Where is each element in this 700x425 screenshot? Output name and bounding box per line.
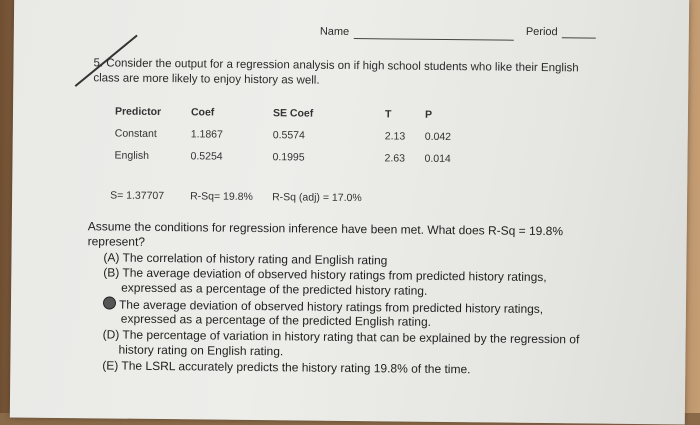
prompt-line-2: represent? [87, 234, 146, 249]
question-number: 5. [93, 57, 104, 70]
stat-s: S= 1.37707 [110, 189, 165, 203]
table-cell: 0.042 [424, 130, 452, 144]
option-a: (A) The correlation of history rating and English rating [103, 250, 388, 268]
name-label: Name [319, 25, 350, 38]
option-d-line-2: history rating on English rating. [118, 342, 284, 359]
col-header-predictor: Predictor [114, 105, 162, 119]
table-cell: 0.5574 [272, 129, 305, 142]
worksheet-paper [10, 0, 689, 425]
stat-rsq-adj: R-Sq (adj) = 17.0% [272, 191, 362, 205]
col-header-t: T [384, 108, 392, 121]
option-b-line-2: expressed as a percentage of the predicted history rating. [121, 280, 428, 298]
option-c-text: The average deviation of observed history ratings from predicted history ratings, [118, 297, 544, 317]
name-line [354, 38, 514, 41]
option-b-line-1: (B) The average deviation of observed history ratings from predicted history ratings, [103, 265, 547, 285]
table-cell: English [114, 149, 150, 162]
col-header-p: P [424, 108, 433, 121]
option-d-line-1: (D) The percentage of variation in history rating that can be explained by the regression of [102, 327, 580, 347]
period-label: Period [525, 25, 558, 39]
circled-answer-mark [103, 296, 116, 309]
prompt-line-1: Assume the conditions for regression inference have been met. What does R-Sq = 19.8% [87, 219, 564, 239]
table-cell: 0.5254 [190, 150, 223, 163]
table-cell: 1.1867 [190, 128, 223, 141]
col-header-se-coef: SE Coef [272, 107, 314, 120]
period-line [562, 37, 596, 38]
table-cell: 2.13 [384, 130, 406, 143]
table-cell: 2.63 [384, 152, 406, 165]
question-line-2: class are more likely to enjoy history as well. [93, 72, 320, 87]
table-cell: 0.1995 [272, 151, 305, 164]
table-cell: 0.014 [424, 152, 451, 166]
stat-rsq: R-Sq= 19.8% [190, 190, 253, 203]
question-text-1: Consider the output for a regression analysis on if high school students who like their English [106, 57, 579, 75]
col-header-coef: Coef [190, 106, 215, 119]
table-cell: Constant [114, 127, 157, 140]
option-c-line-2: expressed as a percentage of the predicted English rating. [120, 311, 432, 329]
option-e: (E) The LSRL accurately predicts the history rating 19.8% of the time. [102, 358, 471, 377]
